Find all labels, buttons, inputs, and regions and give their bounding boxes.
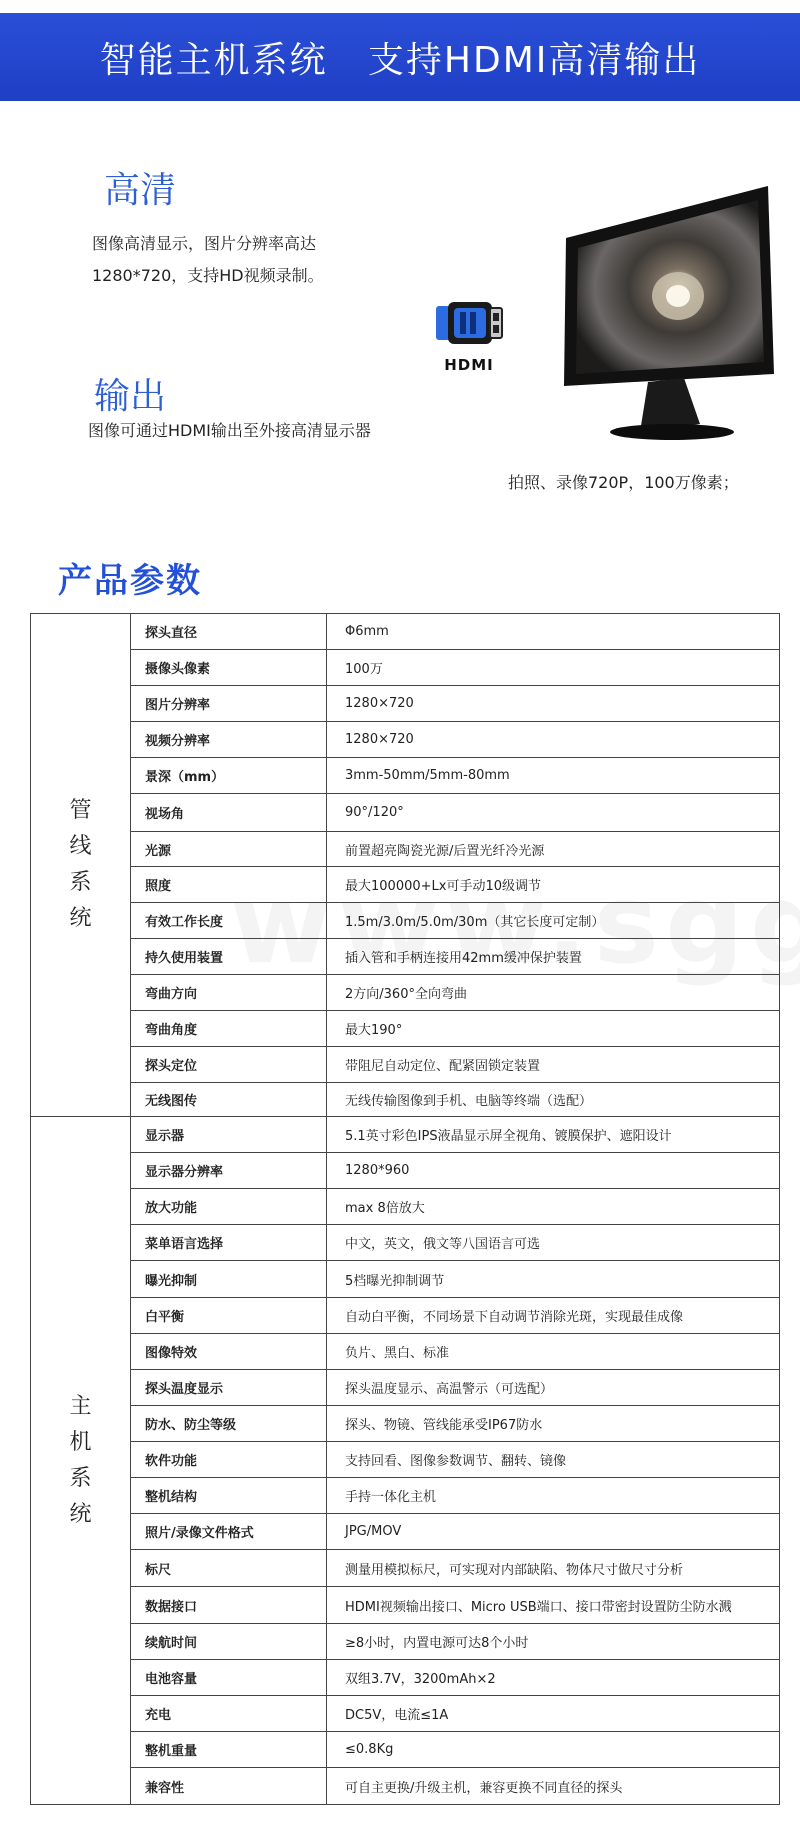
param-name: 视频分辨率 [131,722,327,758]
table-row [31,614,780,650]
table-row [31,975,780,1011]
param-value: 1280*960 [327,1153,780,1189]
param-value: 插入管和手柄连接用42mm缓冲保护装置 [327,939,780,975]
table-row [31,1660,780,1696]
param-value: 带阻尼自动定位、配紧固锁定装置 [327,1047,780,1083]
hdmi-logo-text: HDMI [444,356,494,374]
param-value: 前置超亮陶瓷光源/后置光纤冷光源 [327,832,780,867]
param-value: 探头、物镜、管线能承受IP67防水 [327,1406,780,1442]
param-value: 90°/120° [327,794,780,832]
param-value: 自动白平衡，不同场景下自动调节消除光斑，实现最佳成像 [327,1298,780,1334]
param-name: 景深（mm） [131,758,327,794]
table-row [31,1225,780,1261]
param-value: 负片、黑白、标准 [327,1334,780,1370]
param-value: 5档曝光抑制调节 [327,1261,780,1298]
param-name: 摄像头像素 [131,650,327,686]
table-row [31,758,780,794]
param-name: 弯曲角度 [131,1011,327,1047]
param-value: max 8倍放大 [327,1189,780,1225]
param-value: 无线传输图像到手机、电脑等终端（选配） [327,1083,780,1117]
param-name: 弯曲方向 [131,975,327,1011]
table-row [31,1334,780,1370]
table-row [31,794,780,832]
table-row [31,1047,780,1083]
banner-title: 智能主机系统 支持HDMI高清输出 [99,39,701,81]
param-name: 整机结构 [131,1478,327,1514]
table-row [31,1117,780,1153]
group-label: 主机系统 [69,1393,92,1527]
hdmi-connector-icon [432,300,506,376]
param-value: 2方向/360°全向弯曲 [327,975,780,1011]
table-row [31,1261,780,1298]
param-name: 图像特效 [131,1334,327,1370]
param-value: 中文，英文，俄文等八国语言可选 [327,1225,780,1261]
param-value: 探头温度显示、高温警示（可选配） [327,1370,780,1406]
param-value: ≤0.8Kg [327,1732,780,1768]
table-row [31,1478,780,1514]
param-value: 100万 [327,650,780,686]
param-name: 探头直径 [131,614,327,650]
param-name: 视场角 [131,794,327,832]
table-row [31,686,780,722]
param-value: 1280×720 [327,722,780,758]
param-name: 防水、防尘等级 [131,1406,327,1442]
param-name: 显示器 [131,1117,327,1153]
param-value: 双组3.7V，3200mAh×2 [327,1660,780,1696]
param-value: DC5V，电流≤1A [327,1696,780,1732]
header-banner [0,13,800,101]
product-parameter-table [30,613,780,1805]
table-row [31,1083,780,1117]
param-value: 手持一体化主机 [327,1478,780,1514]
param-value: HDMI视频输出接口、Micro USB端口、接口带密封设置防尘防水溅 [327,1587,780,1624]
param-name: 菜单语言选择 [131,1225,327,1261]
table-row [31,1153,780,1189]
table-row [31,1442,780,1478]
param-name: 有效工作长度 [131,903,327,939]
param-value: 最大100000+Lx可手动10级调节 [327,867,780,903]
table-row [31,1550,780,1587]
table-row [31,903,780,939]
output-description: 图像可通过HDMI输出至外接高清显示器 [88,421,371,440]
param-value: 1.5m/3.0m/5.0m/30m（其它长度可定制） [327,903,780,939]
param-value: 3mm-50mm/5mm-80mm [327,758,780,794]
table-row [31,1768,780,1805]
table-row [31,1696,780,1732]
table-row [31,939,780,975]
table-row [31,867,780,903]
table-row [31,1732,780,1768]
params-title: 产品参数 [58,561,202,601]
param-name: 探头温度显示 [131,1370,327,1406]
hd-heading: 高清 [104,170,177,211]
param-name: 光源 [131,832,327,867]
param-name: 曝光抑制 [131,1261,327,1298]
table-row [31,1298,780,1334]
group-label: 管线系统 [69,798,92,931]
param-name: 放大功能 [131,1189,327,1225]
param-name: 显示器分辨率 [131,1153,327,1189]
table-row [31,1406,780,1442]
param-name: 数据接口 [131,1587,327,1624]
output-heading: 输出 [94,376,167,417]
param-value: 1280×720 [327,686,780,722]
param-value: 支持回看、图像参数调节、翻转、镜像 [327,1442,780,1478]
group-cell [31,614,131,1117]
param-value: Φ6mm [327,614,780,650]
group-cell [31,1117,131,1805]
param-value: ≥8小时，内置电源可达8个小时 [327,1624,780,1660]
table-row [31,1587,780,1624]
hd-description: 图像高清显示，图片分辨率高达1280*720，支持HD视频录制。 [92,234,324,285]
param-name: 续航时间 [131,1624,327,1660]
param-name: 照片/录像文件格式 [131,1514,327,1550]
param-name: 标尺 [131,1550,327,1587]
param-value: 可自主更换/升级主机，兼容更换不同直径的探头 [327,1768,780,1805]
table-row [31,832,780,867]
param-value: JPG/MOV [327,1514,780,1550]
param-value: 测量用模拟标尺，可实现对内部缺陷、物体尺寸做尺寸分析 [327,1550,780,1587]
param-name: 无线图传 [131,1083,327,1117]
table-row [31,1370,780,1406]
param-name: 持久使用装置 [131,939,327,975]
param-name: 整机重量 [131,1732,327,1768]
table-row [31,1514,780,1550]
param-value: 5.1英寸彩色IPS液晶显示屏全视角、镀膜保护、遮阳设计 [327,1117,780,1153]
param-name: 充电 [131,1696,327,1732]
table-row [31,1011,780,1047]
monitor-illustration [552,186,782,444]
monitor-caption: 拍照、录像720P，100万像素； [508,473,739,492]
table-row [31,722,780,758]
param-name: 照度 [131,867,327,903]
param-name: 图片分辨率 [131,686,327,722]
param-name: 兼容性 [131,1768,327,1805]
param-name: 探头定位 [131,1047,327,1083]
param-name: 白平衡 [131,1298,327,1334]
param-name: 电池容量 [131,1660,327,1696]
table-row [31,1624,780,1660]
table-row [31,650,780,686]
table-row [31,1189,780,1225]
param-name: 软件功能 [131,1442,327,1478]
param-value: 最大190° [327,1011,780,1047]
